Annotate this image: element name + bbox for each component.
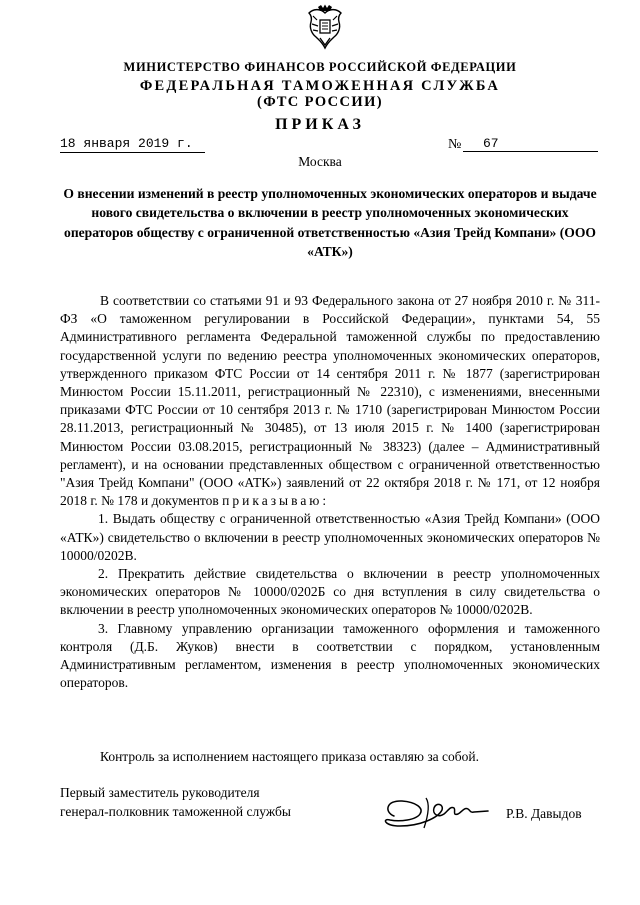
signer-name: Р.В. Давыдов xyxy=(506,806,582,821)
city: Москва xyxy=(298,154,342,169)
list-item: 1. Выдать обществу с ограниченной ответственностью «Азия Трейд Компани» (ООО «АТК») свидетельство о включении в реестр уполномоченных экономических операторов № 10000/0202В. xyxy=(60,511,600,563)
service-name: ФЕДЕРАЛЬНАЯ ТАМОЖЕННАЯ СЛУЖБА xyxy=(139,78,501,94)
coat-of-arms-icon xyxy=(303,4,347,52)
handwritten-signature-icon xyxy=(380,792,498,836)
signer-position xyxy=(60,784,291,821)
control-statement: Контроль за исполнением настоящего приказа оставляю за собой. xyxy=(100,749,479,764)
order-title: О внесении изменений в реестр уполномоченных экономических операторов и выдаче нового свидетельства о включении в реестр уполномоченных экономических операторов обществу с ограниченной ответственностью «Азия Трейд Компани» (ООО «АТК») xyxy=(63,186,597,259)
order-word: приказываю: xyxy=(222,493,330,509)
preamble-text: В соответствии со статьями 91 и 93 Федерального закона от 27 ноября 2010 г. № 311-ФЗ «О таможенном регулировании в Российской Федерации», пунктами 54, 55 Административного регламента Федеральной таможенной службы по предоставлению государственной услуги по ведению реестра уполномоченных экономических операторов, утвержденного приказом ФТС России от 14 сентября 2011 г. № 1877 (зарегистрирован Минюстом России 15.11.2011, регистрационный № 22310), с изменениями, внесенными приказами ФТС России от 10 сентября 2013 г. № 1710 (зарегистрирован Минюстом России 28.11.2013, регистрационный № 30485), от 13 июля 2015 г. № 1400 (зарегистрирован Минюстом России 03.08.2015, регистрационный № 38323) (далее – Административный регламент), и на основании представленных обществом с ограниченной ответственностью "Азия Трейд Компани" (ООО «АТК») заявлений от 22 октября 2018 г. № 171, от 12 ноября 2018 г. № 178 и документов xyxy=(60,293,600,509)
order-body xyxy=(60,292,600,692)
service-abbreviation: (ФТС РОССИИ) xyxy=(256,94,384,110)
number-sign: № xyxy=(448,137,462,152)
preamble xyxy=(60,292,600,510)
list-item: 3. Главному управлению организации таможенного оформления и таможенного контроля (Д.Б. Жуков) внести в соответствии с порядком, установленным Административным регламентом, изменения в реестр уполномоченных экономических операторов. xyxy=(60,620,600,691)
list-item: 2. Прекратить действие свидетельства о включении в реестр уполномоченных экономических операторов № 10000/0202Б со дня вступления в силу свидетельства о включении в реестр уполномоченных экономических операторов № 10000/0202В. xyxy=(60,566,600,618)
order-number: 67 xyxy=(463,137,598,152)
order-date: 18 января 2019 г. xyxy=(60,137,205,153)
ministry-name: МИНИСТЕРСТВО ФИНАНСОВ РОССИЙСКОЙ ФЕДЕРАЦИИ xyxy=(123,60,517,74)
signer-position-line1: Первый заместитель руководителя xyxy=(60,785,260,800)
signer-position-line2: генерал-полковник таможенной службы xyxy=(60,803,291,819)
document-type: ПРИКАЗ xyxy=(275,116,365,133)
